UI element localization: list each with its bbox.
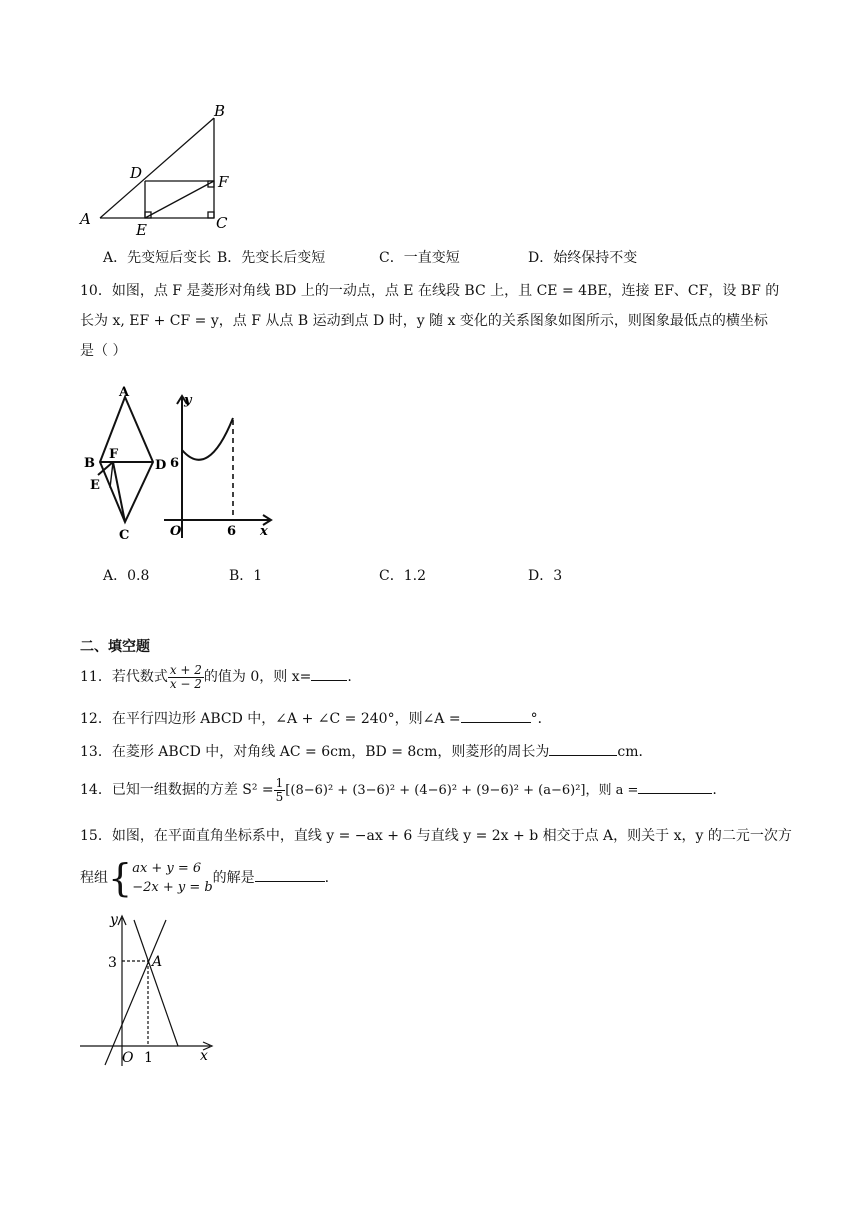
q11-end: . <box>347 669 352 685</box>
q10-option-b: B．1 <box>229 568 263 584</box>
q10-graph-figure <box>160 390 280 540</box>
q10-rhombus-label-d: D <box>155 458 167 473</box>
q14-denominator: 5 <box>275 789 284 804</box>
q9-option-b: B．先变长后变短 <box>217 250 326 266</box>
q15-label-a: A <box>152 954 163 970</box>
q11-numerator: x + 2 <box>169 662 202 677</box>
q15-suffix: 的解是 <box>212 870 255 886</box>
q14-end: . <box>712 782 717 798</box>
q10-option-d: D．3 <box>528 568 563 584</box>
q10-option-a: A．0.8 <box>103 568 150 584</box>
q9-label-a: A <box>80 210 91 228</box>
q15-line-1: 15．如图，在平面直角坐标系中，直线 y = −ax + 6 与直线 y = 2x + b 相交于点 A，则关于 x，y 的二元一次方 <box>80 828 792 844</box>
q10-graph-label-x: x <box>260 524 268 539</box>
q13-answer-blank[interactable] <box>549 741 617 756</box>
q13-text: 13．在菱形 ABCD 中，对角线 AC = 6cm，BD = 8cm，则菱形的周长为 <box>80 744 550 760</box>
q13 <box>80 741 653 762</box>
q9-figure <box>78 100 248 240</box>
section-title: 二、填空题 <box>80 639 150 655</box>
q9-option-c: C．一直变短 <box>379 250 460 266</box>
q14-expression: [(8−6)² + (3−6)² + (4−6)² + (9−6)² + (a−6)²]，则 a = <box>285 783 639 798</box>
q15-figure <box>78 910 218 1070</box>
q15-label-o: O <box>122 1050 134 1066</box>
q12 <box>80 708 552 729</box>
q10-line-1: 10．如图，点 F 是菱形对角线 BD 上的一动点，点 E 在线段 BC 上，且 CE = 4BE，连接 EF、CF，设 BF 的 <box>80 283 780 299</box>
q12-answer-blank[interactable] <box>461 708 531 723</box>
q15-end: . <box>324 870 330 886</box>
q10-line-2: 长为 x, EF + CF = y，点 F 从点 B 运动到点 D 时，y 随 x 变化的关系图象如图所示，则图象最低点的横坐标 <box>80 313 768 329</box>
q11-fraction <box>168 664 204 691</box>
q9-label-c: C <box>216 214 228 232</box>
q10-rhombus-label-b: B <box>84 456 95 471</box>
q15-label-1: 1 <box>144 1050 153 1066</box>
q10-graph-label-x6: 6 <box>227 524 237 539</box>
q15-answer-blank[interactable] <box>255 867 325 882</box>
q15-label-x: x <box>200 1048 208 1064</box>
q11-answer-blank[interactable] <box>311 666 347 681</box>
q14-prefix: 14．已知一组数据的方差 S² = <box>80 782 274 798</box>
q10-line-3: 是（ ） <box>80 343 127 359</box>
q15-eq1: ax + y = 6 <box>132 861 202 876</box>
q13-end: cm． <box>617 744 653 760</box>
q14 <box>80 775 717 806</box>
q11-suffix: 的值为 0，则 x= <box>203 669 312 685</box>
q15-label-3: 3 <box>108 955 117 971</box>
q9-option-a: A．先变短后变长 <box>103 250 212 266</box>
q14-fraction <box>274 777 286 804</box>
q12-end: °． <box>530 711 552 727</box>
q15-prefix: 程组 <box>80 870 108 886</box>
q10-graph-label-y6: 6 <box>170 456 180 471</box>
q9-label-b: B <box>214 102 226 120</box>
q10-rhombus-label-c: C <box>119 528 130 543</box>
q10-rhombus-label-a: A <box>119 385 130 400</box>
q9-label-f: F <box>218 173 229 191</box>
q9-option-d: D．始终保持不变 <box>528 250 638 266</box>
q11 <box>80 662 352 692</box>
q9-label-e: E <box>136 221 147 239</box>
q10-graph-label-o: O <box>170 524 182 539</box>
q9-label-d: D <box>130 164 143 182</box>
q10-rhombus-label-e: E <box>90 478 100 493</box>
q10-rhombus-label-f: F <box>109 447 119 462</box>
q15-eq2: −2x + y = b <box>132 880 213 895</box>
q10-option-c: C．1.2 <box>379 568 426 584</box>
q14-answer-blank[interactable] <box>638 779 712 794</box>
q11-prefix: 11．若代数式 <box>80 669 168 685</box>
q15-brace: { <box>108 856 133 900</box>
q15-system <box>132 859 212 897</box>
q14-numerator: 1 <box>275 775 284 790</box>
q15-line-2 <box>80 856 329 900</box>
q11-denominator: x − 2 <box>169 676 202 691</box>
q10-graph-label-y: y <box>184 393 192 408</box>
q15-label-y: y <box>110 912 118 928</box>
q12-text: 12．在平行四边形 ABCD 中，∠A + ∠C = 240°，则∠A = <box>80 711 461 727</box>
